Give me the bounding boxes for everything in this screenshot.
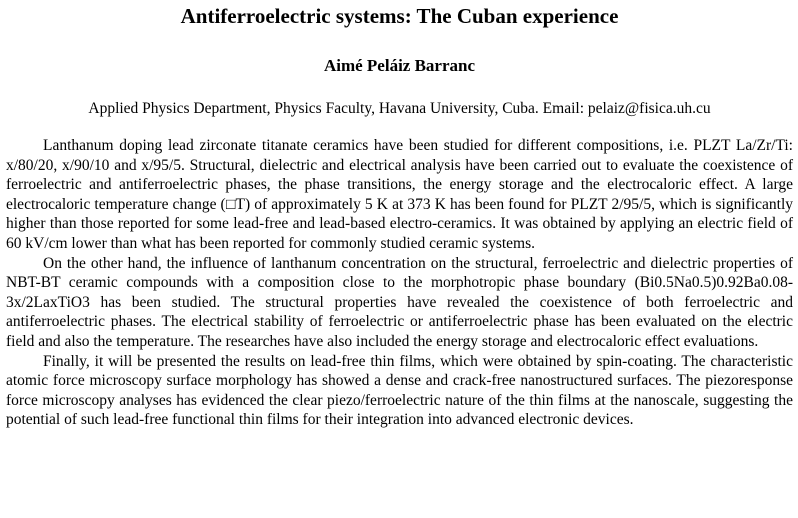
author-name: Aimé Peláiz Barranc — [323, 56, 476, 75]
abstract-page — [6, 0, 793, 430]
abstract-paragraph-3: Finally, it will be presented the results on lead-free thin films, which were obtained by spin-coating. The characteristic atomic force microscopy surface morphology has showed a dense and crack-free nanostructured surfaces. The piezoresponse force microscopy analyses has evidenced the clear piezo/ferroelectric nature of the thin films at the nanoscale, suggesting the potential of such lead-free functional thin films for their integration into advanced electronic devices. — [6, 352, 793, 429]
abstract-paragraph-2: On the other hand, the influence of lanthanum concentration on the structural, ferroelectric and dielectric properties of NBT-BT ceramic compounds with a composition close to the morphotropic phase boundary (Bi0.5Na0.5)0.92Ba0.08-3x/2LaxTiO3 has been studied. The structural properties have revealed the coexistence of both ferroelectric and antiferroelectric phases. The electrical stability of ferroelectric or antiferroelectric phase has been evaluated on the electric field and also the temperature. The researches have also included the energy storage and electrocaloric effect evaluations. — [6, 254, 793, 350]
affiliation: Applied Physics Department, Physics Faculty, Havana University, Cuba. Email: pelaiz@fisica.uh.cu — [88, 100, 711, 117]
abstract-body — [6, 136, 793, 430]
abstract-paragraph-1: Lanthanum doping lead zirconate titanate ceramics have been studied for different compositions, i.e. PLZT La/Zr/Ti: x/80/20, x/90/10 and x/95/5. Structural, dielectric and electrical analysis have been carried out to evaluate the coexistence of ferroelectric and antiferroelectric phases, the phase transitions, the energy storage and the electrocaloric effect. A large electrocaloric temperature change (□T) of approximately 5 K at 373 K has been found for PLZT 2/95/5, which is significantly higher than those reported for some lead-free and lead-based electro-ceramics. It was obtained by applying an electric field of 60 kV/cm lower than what has been reported for commonly studied ceramic systems. — [6, 137, 793, 252]
paper-title: Antiferroelectric systems: The Cuban experience — [180, 4, 619, 28]
